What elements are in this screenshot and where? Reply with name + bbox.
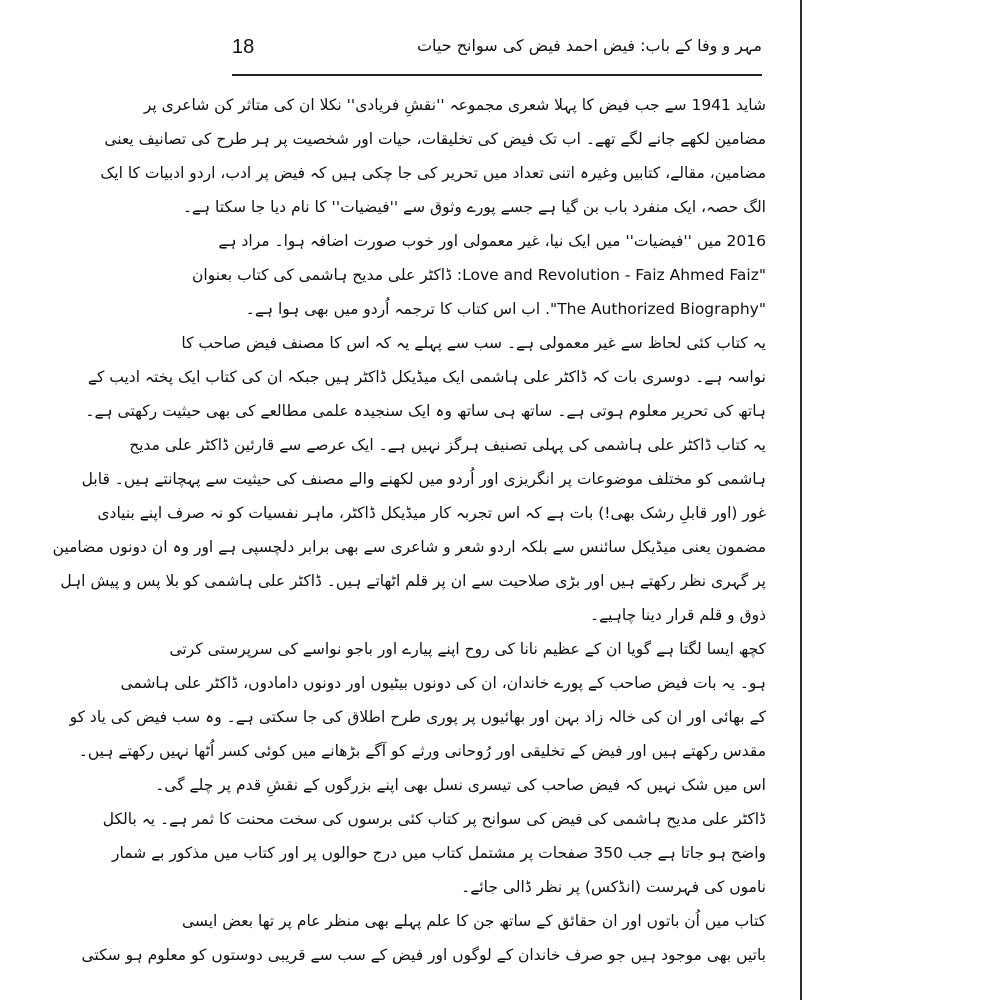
text-line: ہاتھ کی تحریر معلوم ہوتی ہے۔ ساتھ ہی ساتھ وہ ایک سنجیدہ علمی مطالعے کی بھی حیثیت رکھتی ہے۔ [85, 402, 766, 420]
text-line: ہو۔ یہ بات فیض صاحب کے پورے خاندان، ان کی دونوں بیٹیوں اور دونوں دامادوں، ڈاکٹر علی ہاشمی [120, 674, 766, 692]
page-number: 18 [232, 36, 255, 58]
page-header [232, 36, 762, 70]
text-line: مضامین، مقالے، کتابیں وغیرہ اتنی تعداد میں تحریر کی جا چکی ہیں کہ فیض پر ادب، اردو ادبیات کا ایک [100, 164, 766, 182]
text-line: یہ کتاب کئی لحاظ سے غیر معمولی ہے۔ سب سے پہلے یہ کہ اس کا مصنف فیض صاحب کا [181, 334, 766, 352]
text-line: ذوق و قلم قرار دینا چاہیے۔ [590, 606, 766, 624]
text-line: "The Authorized Biography". اب اس کتاب کا ترجمہ اُردو میں بھی ہوا ہے۔ [245, 300, 766, 318]
text-line: مقدس رکھتے ہیں اور فیض کے تخلیقی اور رُوحانی ورثے کو آگے بڑھانے میں کوئی کسر اُٹھا نہیں رکھتے ہیں۔ [78, 742, 766, 760]
text-line: ہاشمی کو مختلف موضوعات پر انگریزی اور اُردو میں لکھنے والے مصنف کی حیثیت سے پہچانتے ہیں۔ قابل [81, 470, 766, 488]
text-line: کچھ ایسا لگتا ہے گویا ان کے عظیم نانا کی روح اپنے پیارے اور باجو نواسے کی سرپرستی کرتی [169, 640, 766, 658]
text-line: 2016 میں ''فیضیات'' میں ایک نیا، غیر معمولی اور خوب صورت اضافہ ہوا۔ مراد ہے [218, 232, 766, 250]
text-line: مضمون یعنی میڈیکل سائنس سے بلکہ اردو شعر و شاعری سے بھی برابر دلچسپی ہے اور وہ ان دونوں مضامین [52, 538, 766, 556]
text-line: یہ کتاب ڈاکٹر علی ہاشمی کی پہلی تصنیف ہرگز نہیں ہے۔ ایک عرصے سے قارئین ڈاکٹر علی مدیح [129, 436, 766, 454]
text-line: واضح ہو جاتا ہے جب 350 صفحات پر مشتمل کتاب میں درج حوالوں پر اور کتاب میں مذکور بے شمار [112, 844, 766, 862]
text-line: اس میں شک نہیں کہ فیض صاحب کی تیسری نسل بھی اپنے بزرگوں کے نقشِ قدم پر چلے گی۔ [155, 776, 766, 794]
text-line: الگ حصہ، ایک منفرد باب بن گیا ہے جسے پورے وثوق سے ''فیضیات'' کا نام دیا جا سکتا ہے۔ [182, 198, 766, 216]
text-line: شاید 1941 سے جب فیض کا پہلا شعری مجموعہ ''نقشِ فریادی'' نکلا ان کی متاثر کن شاعری پر [143, 96, 766, 114]
text-line: ناموں کی فہرست (انڈکس) پر نظر ڈالی جائے۔ [461, 878, 766, 896]
running-title: مہر و وفا کے باب: فیض احمد فیض کی سوانح حیات [416, 36, 762, 55]
page-edge-line [800, 0, 802, 1000]
text-line: باتیں بھی موجود ہیں جو صرف خاندان کے لوگوں اور فیض کے سب سے قریبی دوستوں کو معلوم ہو سکتی [81, 946, 766, 964]
text-line: کے بھائی اور ان کی خالہ زاد بہن اور بھائیوں پر پوری طرح اطلاق کی جا سکتی ہے۔ وہ سب فیض کی یاد کو [69, 708, 766, 726]
text-line: کتاب میں اُن باتوں اور ان حقائق کے ساتھ جن کا علم پہلے بھی منظر عام پر تھا بعض ایسی [182, 912, 766, 930]
header-rule [232, 74, 762, 76]
text-line: "Love and Revolution - Faiz Ahmed Faiz: ڈاکٹر علی مدیح ہاشمی کی کتاب بعنوان [192, 266, 766, 284]
text-line: غور (اور قابلِ رشک بھی!) بات ہے کہ اس تجربہ کار میڈیکل ڈاکٹر، ماہر نفسیات کو نہ صرف اپنے بنیادی [97, 504, 766, 522]
text-line: نواسہ ہے۔ دوسری بات کہ ڈاکٹر علی ہاشمی ایک میڈیکل ڈاکٹر ہیں جبکہ ان کی کتاب ایک پختہ ادیب کے [87, 368, 766, 386]
text-line: پر گہری نظر رکھتے ہیں اور بڑی صلاحیت سے ان پر قلم اٹھاتے ہیں۔ ڈاکٹر علی ہاشمی کو بلا پس و پیش اہل [60, 572, 766, 590]
text-line: مضامین لکھے جانے لگے تھے۔ اب تک فیض کی تخلیقات، حیات اور شخصیت پر ہر طرح کی تصانیف یعنی [104, 130, 766, 148]
text-line: ڈاکٹر علی مدیح ہاشمی کی فیض کی سوانح پر کتاب کئی برسوں کی سخت محنت کا ثمر ہے۔ یہ بالکل [102, 810, 766, 828]
body-text [52, 88, 766, 972]
